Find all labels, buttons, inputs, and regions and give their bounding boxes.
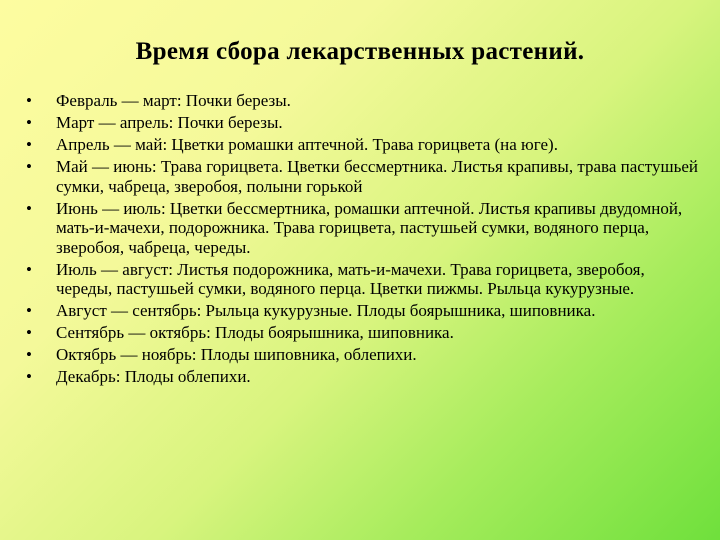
list-item-text: Март — апрель: Почки березы. [56, 113, 283, 132]
list-item [26, 113, 698, 133]
bullet-icon: • [26, 157, 32, 176]
bullet-icon: • [26, 301, 32, 320]
list-item-text: Февраль — март: Почки березы. [56, 91, 291, 110]
bullet-icon: • [26, 259, 32, 279]
list-item-text: Сентябрь — октябрь: Плоды боярышника, шиповника. [56, 323, 454, 342]
list-item [26, 323, 698, 343]
slide-title: Время сбора лекарственных растений. [135, 38, 585, 65]
list-item-text: Июнь — июль: Цветки бессмертника, ромашки аптечной. Листья крапивы двудомной, мать-и-мачехи, подорожника. Трава горицвета, пастушьей сумки, водяного перца, зверобоя, чабреца, череды. [56, 198, 683, 257]
list-item [26, 157, 698, 196]
list-item [26, 199, 698, 258]
bullet-icon: • [26, 323, 32, 342]
list-item [26, 135, 698, 155]
list-item-text: Август — сентябрь: Рыльца кукурузные. Плоды боярышника, шиповника. [56, 301, 596, 320]
bullet-list [26, 91, 698, 389]
bullet-icon: • [26, 198, 32, 218]
list-item [26, 367, 698, 387]
bullet-icon: • [26, 135, 32, 154]
list-item-text: Декабрь: Плоды облепихи. [56, 367, 251, 386]
list-item [26, 345, 698, 365]
list-item [26, 301, 698, 321]
list-item-text: Апрель — май: Цветки ромашки аптечной. Трава горицвета (на юге). [56, 135, 558, 154]
list-item-text: Октябрь — ноябрь: Плоды шиповника, облепихи. [56, 345, 417, 364]
bullet-icon: • [26, 345, 32, 364]
bullet-icon: • [26, 367, 32, 386]
list-item-text: Июль — август: Листья подорожника, мать-и-мачехи. Трава горицвета, зверобоя, череды, пастушьей сумки, водяного перца. Цветки пижмы. Рыльца кукурузные. [56, 259, 645, 298]
bullet-icon: • [26, 91, 32, 110]
list-item-text: Май — июнь: Трава горицвета. Цветки бессмертника. Листья крапивы, трава пастушьей сумки, чабреца, зверобоя, полыни горькой [56, 157, 698, 196]
list-item [26, 91, 698, 111]
bullet-icon: • [26, 113, 32, 132]
list-item [26, 260, 698, 299]
